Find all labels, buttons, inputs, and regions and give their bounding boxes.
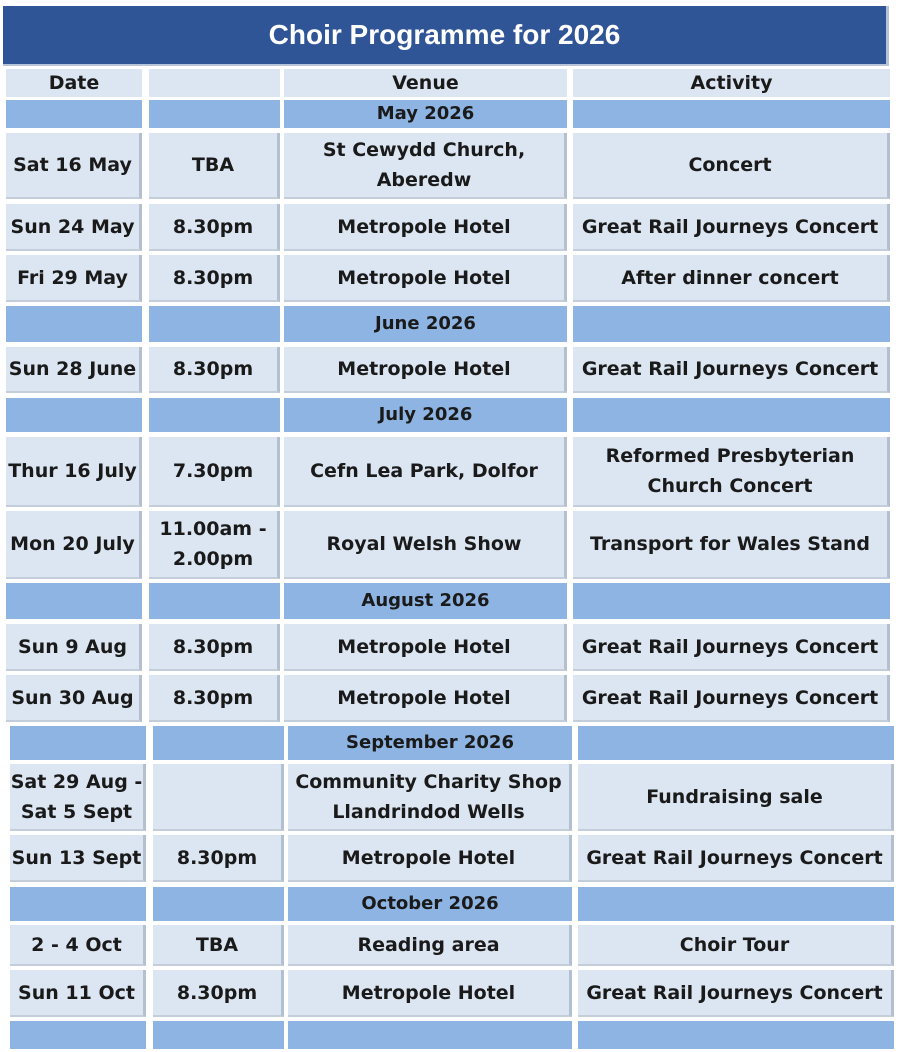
header-date: Date [6,69,142,97]
event-venue: Community Charity Shop Llandrindod Wells [288,764,572,831]
month-label: July 2026 [284,398,567,432]
event-activity: Concert [573,133,890,199]
event-time: 11.00am - 2.00pm [149,511,280,579]
month-row [0,306,898,342]
event-time: 8.30pm [149,204,280,251]
month-cell-blank [6,583,142,619]
event-venue: Reading area [288,925,572,966]
month-cell-blank [10,887,146,921]
event-activity: Great Rail Journeys Concert [573,347,890,393]
event-date: Sat 29 Aug - Sat 5 Sept [10,764,146,831]
event-date: Sun 30 Aug [6,675,142,722]
month-cell-blank [578,726,894,760]
event-date: Sun 11 Oct [10,970,146,1017]
table-row [0,835,898,882]
header-venue: Venue [284,69,567,97]
header-time [149,69,280,97]
table-row [0,255,898,302]
event-date: Sat 16 May [6,133,142,199]
event-time: 8.30pm [149,624,280,671]
header-activity: Activity [573,69,890,97]
month-label: September 2026 [288,726,572,760]
month-cell-blank [578,887,894,921]
event-venue: Metropole Hotel [284,347,567,393]
table-row [0,970,898,1017]
event-venue: Metropole Hotel [284,675,567,722]
blank-cell [578,1021,894,1049]
event-activity: Great Rail Journeys Concert [573,204,890,251]
event-time: 8.30pm [149,347,280,393]
table-row [0,204,898,251]
month-cell-blank [149,306,280,342]
event-activity: Great Rail Journeys Concert [578,970,894,1017]
event-date: Sun 9 Aug [6,624,142,671]
event-activity: Great Rail Journeys Concert [573,624,890,671]
event-venue: Metropole Hotel [284,624,567,671]
month-cell-blank [573,583,890,619]
month-row [0,398,898,432]
event-venue: Metropole Hotel [284,204,567,251]
month-cell-blank [153,726,284,760]
event-date: Fri 29 May [6,255,142,302]
event-time: TBA [149,133,280,199]
month-row [0,100,898,128]
event-venue: St Cewydd Church, Aberedw [284,133,567,199]
blank-cell [10,1021,146,1049]
event-activity: Choir Tour [578,925,894,966]
month-cell-blank [6,398,142,432]
blank-row [0,1021,898,1049]
event-date: Mon 20 July [6,511,142,579]
page-title: Choir Programme for 2026 [3,6,889,66]
event-date: Thur 16 July [6,437,142,507]
event-activity: Great Rail Journeys Concert [578,835,894,882]
table-header-row [0,69,898,97]
month-cell-blank [573,306,890,342]
event-venue: Cefn Lea Park, Dolfor [284,437,567,507]
event-date: 2 - 4 Oct [10,925,146,966]
month-cell-blank [10,726,146,760]
table-row [0,511,898,579]
event-time: 8.30pm [149,675,280,722]
month-label: October 2026 [288,887,572,921]
table-row [0,764,898,831]
table-row [0,437,898,507]
event-date: Sun 28 June [6,347,142,393]
month-row [0,726,898,760]
event-time: 8.30pm [153,970,284,1017]
month-label: June 2026 [284,306,567,342]
month-cell-blank [149,583,280,619]
table-row [0,133,898,199]
month-row [0,887,898,921]
month-label: August 2026 [284,583,567,619]
table-row [0,624,898,671]
blank-cell [288,1021,572,1049]
month-label: May 2026 [284,100,567,128]
event-venue: Royal Welsh Show [284,511,567,579]
table-row [0,675,898,722]
event-time: TBA [153,925,284,966]
event-venue: Metropole Hotel [288,970,572,1017]
month-cell-blank [573,100,890,128]
event-activity: Transport for Wales Stand [573,511,890,579]
event-activity: Great Rail Journeys Concert [573,675,890,722]
blank-cell [153,1021,284,1049]
event-time: 8.30pm [149,255,280,302]
event-venue: Metropole Hotel [288,835,572,882]
table-row [0,925,898,966]
month-cell-blank [6,306,142,342]
event-date: Sun 24 May [6,204,142,251]
month-cell-blank [153,887,284,921]
event-date: Sun 13 Sept [10,835,146,882]
month-row [0,583,898,619]
month-cell-blank [573,398,890,432]
event-activity: Reformed Presbyterian Church Concert [573,437,890,507]
event-time: 8.30pm [153,835,284,882]
table-row [0,347,898,393]
event-venue: Metropole Hotel [284,255,567,302]
month-cell-blank [149,398,280,432]
month-cell-blank [149,100,280,128]
event-activity: After dinner concert [573,255,890,302]
event-activity: Fundraising sale [578,764,894,831]
event-time: 7.30pm [149,437,280,507]
event-time [153,764,284,831]
month-cell-blank [6,100,142,128]
